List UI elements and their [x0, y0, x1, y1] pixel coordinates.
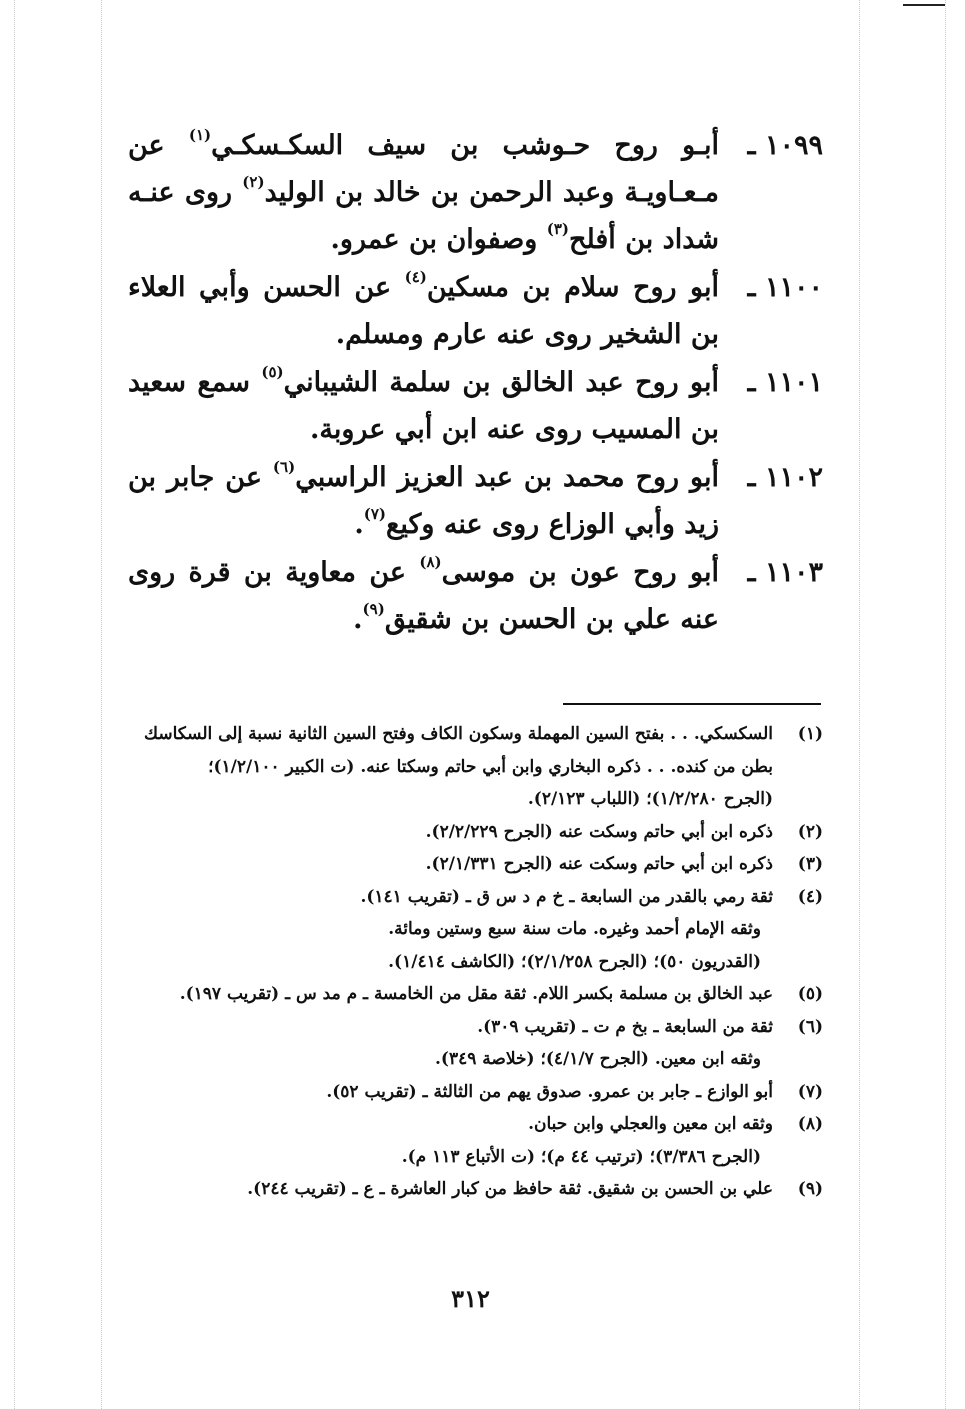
footnote [128, 978, 823, 1011]
footnote-reference: (٥) [261, 363, 284, 381]
footnote-line: علي بن الحسن بن شقيق. ثقة حافظ من كبار العاشرة ـ ع ـ (تقريب ٢٤٤). [247, 1179, 773, 1199]
entry-number [723, 359, 823, 406]
entry-number-value: ١٠٩٩ [764, 130, 823, 161]
biography-entry [128, 122, 823, 263]
footnote-line: (الجرح ١/٢/٢٨٠)؛ (اللباب ٢/١٢٣). [527, 789, 773, 809]
page-number [0, 1284, 965, 1313]
footnote-reference: (١) [188, 126, 212, 144]
biography-entry [128, 549, 823, 643]
entry-text [128, 553, 720, 635]
entry-text-segment: سمع سعيد بن المسيب روى عنه ابن أبي عروبة. [128, 367, 719, 445]
corner-mark [903, 4, 945, 6]
footnote-reference: (٣) [546, 220, 570, 238]
footnote [128, 816, 823, 849]
footnote-line: وثقه ابن معين. (الجرح ٤/١/٧)؛ (خلاصة ٣٤٩). [434, 1049, 761, 1069]
entry-text-segment: عن مـعـاويـة وعبد الرحمن بن خالد بن الوليد [128, 130, 719, 208]
entry-number-value: ١١٠٣ [764, 557, 823, 588]
entry-text-segment: عن معاوية بن قرة روى عنه علي بن الحسن بن شقيق [128, 557, 719, 635]
footnote-marker: (٨) [797, 1114, 823, 1134]
footnote-marker: (٩) [797, 1179, 823, 1199]
entry-text [128, 126, 719, 255]
footnote-marker: (٦) [797, 1016, 823, 1037]
entry-number-value: ١١٠١ [764, 367, 823, 398]
footnote-line: وثقه ابن معين والعجلي وابن حبان. [528, 1114, 773, 1134]
footnote-marker: (٤) [797, 886, 823, 907]
entry-text-segment: . [353, 604, 363, 635]
biography-entries [128, 122, 823, 644]
footnote [128, 1108, 823, 1173]
entry-number-value: ١١٠٢ [764, 462, 823, 493]
footnote-line: ثقة رمي بالقدر من السابعة ـ خ م د س ق ـ (تقريب ١٤١). [360, 886, 773, 907]
footnote [128, 881, 823, 979]
entry-dash: ـ [747, 557, 756, 588]
footnote-line: ثقة من السابعة ـ بخ م ت ـ (تقريب ٣٠٩). [477, 1016, 773, 1037]
entry-dash: ـ [747, 462, 756, 493]
footnote [128, 1173, 823, 1206]
scan-artifact-line [14, 0, 15, 1409]
footnote [128, 1011, 823, 1076]
entry-text-segment: أبو روح عون بن موسى [441, 557, 720, 588]
entry-dash: ـ [747, 130, 756, 161]
footnotes [128, 718, 823, 1206]
footnote-line: السكسكي. . . بفتح السين المهملة وسكون الكاف وفتح السين الثانية نسبة إلى السكاسك [144, 724, 773, 744]
entry-text-segment: أبـو روح حـوشب بن سيف السكـسكـي [211, 130, 719, 161]
entry-number [723, 454, 823, 501]
entry-text-segment: عن جابر بن زيد وأبي الوزاع روى عنه وكيع [128, 462, 719, 540]
footnote-reference: (٦) [272, 458, 296, 476]
entry-text-segment: . [354, 509, 364, 540]
page-number-text: ٣١٢ [451, 1284, 490, 1313]
footnote-line: ذكره ابن أبي حاتم وسكت عنه (الجرح ٢/٢/٢٢٩). [425, 821, 773, 842]
footnote-line: بطن من كنده. . . ذكره البخاري وابن أبي حاتم وسكتا عنه. (ت الكبير ١/٢/١٠٠)؛ [208, 756, 773, 777]
footnote-reference: (٩) [362, 600, 385, 618]
footnote-marker: (٧) [797, 1081, 823, 1102]
entry-text-segment: أبو روح عبد الخالق بن سلمة الشيباني [283, 367, 720, 398]
footnote-line: (الجرح ٣/٣٨٦)؛ (ترتيب ٤٤ م)؛ (ت الأتباع ١١٣ م). [401, 1146, 761, 1167]
footnote [128, 1076, 823, 1109]
entry-number [723, 264, 823, 311]
entry-text-segment: وصفوان بن عمرو. [330, 224, 547, 255]
footnote-line: أبو الوازع ـ جابر بن عمرو. صدوق يهم من الثالثة ـ (تقريب ٥٢). [326, 1081, 773, 1102]
entry-text [128, 363, 720, 445]
entry-number-value: ١١٠٠ [764, 272, 823, 303]
entry-text-segment: عن الحسن وأبي العلاء بن الشخير روى عنه عارم ومسلم. [128, 272, 719, 350]
footnote-line: وثقه الإمام أحمد وغيره. مات سنة سبع وستين ومائة. [388, 919, 761, 939]
entry-number [723, 549, 823, 596]
entry-dash: ـ [747, 367, 756, 398]
footnote-line: عبد الخالق بن مسلمة بكسر اللام. ثقة مقل من الخامسة ـ م مد س ـ (تقريب ١٩٧). [179, 984, 773, 1004]
biography-entry [128, 264, 823, 358]
biography-entry [128, 454, 823, 548]
entry-text [128, 268, 719, 350]
footnote [128, 718, 823, 816]
scan-artifact-line [945, 0, 946, 1409]
entry-text [128, 458, 719, 540]
footnote-marker: (٥) [797, 984, 823, 1004]
footnote-marker: (١) [797, 724, 823, 744]
biography-entry [128, 359, 823, 453]
footnote-reference: (٤) [404, 268, 427, 286]
footnote-reference: (٢) [242, 173, 265, 191]
entry-number [723, 122, 823, 169]
footnote-divider [563, 703, 821, 705]
entry-text-segment: أبو روح سلام بن مسكين [426, 272, 719, 303]
entry-text-segment: أبو روح محمد بن عبد العزيز الراسبي [295, 462, 719, 493]
entry-dash: ـ [747, 272, 756, 303]
footnote-line: ذكره ابن أبي حاتم وسكت عنه (الجرح ٢/١/٣٣١). [425, 854, 773, 874]
footnote-marker: (٢) [797, 821, 823, 842]
footnote-reference: (٧) [363, 505, 387, 523]
scan-artifact-line [101, 0, 102, 1409]
footnote-line: (القدريون ٥٠)؛ (الجرح ٢/١/٢٥٨)؛ (الكاشف ١/٤١٤). [388, 951, 761, 972]
footnote-reference: (٨) [419, 553, 442, 571]
footnote-marker: (٣) [797, 854, 823, 874]
footnote [128, 848, 823, 881]
entry-text-segment: روى عنـه شداد بن أفلح [128, 177, 719, 255]
scan-artifact-line [859, 0, 860, 1409]
